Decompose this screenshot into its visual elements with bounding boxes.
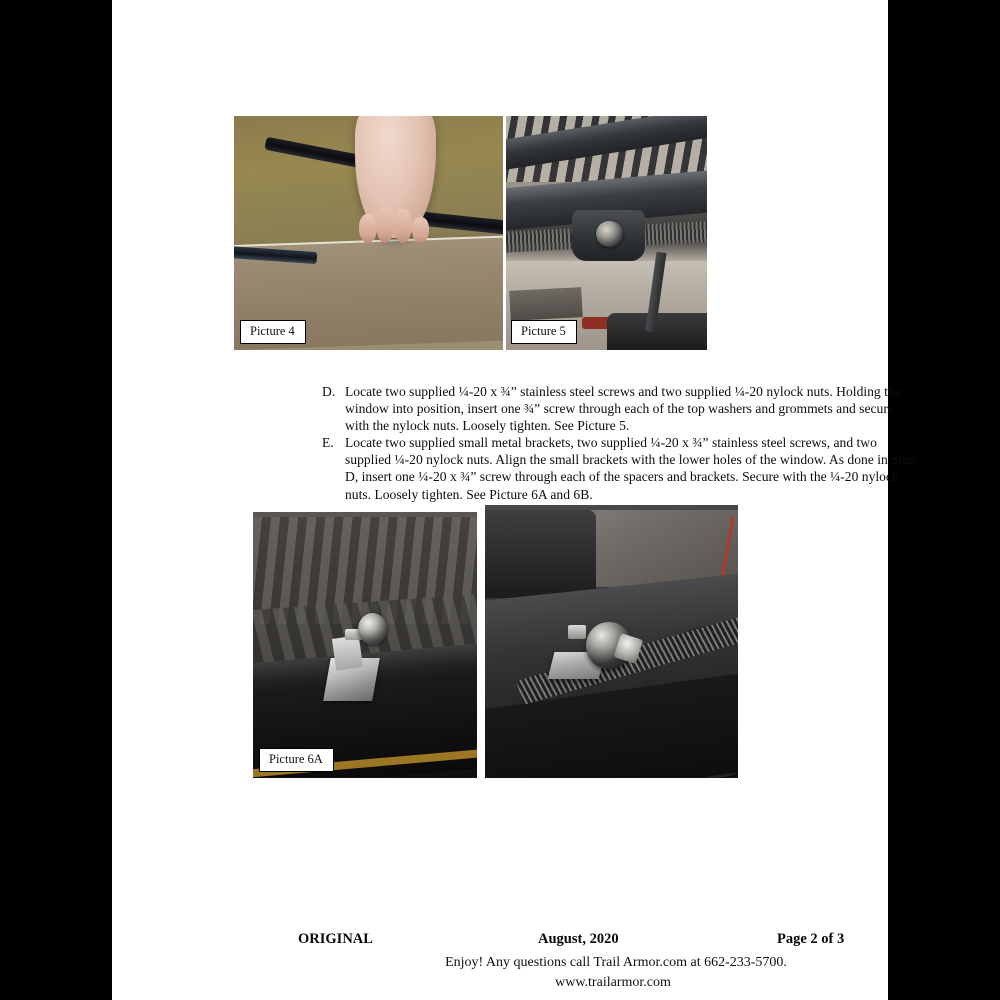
figure-row-top xyxy=(234,116,707,350)
step-text-e: Locate two supplied small metal brackets, two supplied ¼-20 x ¾” stainless steel screws, and two supplied ¼-20 nylock nuts. Align the small brackets with the lower holes of the window. As done in Step D, insert one ¼-20 x ¾” screw through each of the spacers and brackets. Secure with the ¼-20 nylock nuts. Loosely tighten. See Picture 6A and 6B. xyxy=(345,435,916,502)
footer-original-label: ORIGINAL xyxy=(298,931,373,947)
p4-finger xyxy=(376,207,394,243)
picture-4-image xyxy=(234,116,503,350)
p5-pallet xyxy=(509,287,583,321)
instruction-steps xyxy=(322,383,917,503)
footer-website-line: www.trailarmor.com xyxy=(555,975,671,990)
page-footer xyxy=(224,931,1000,993)
picture-6b-image xyxy=(485,505,738,778)
step-letter-e: E. xyxy=(322,435,334,451)
p6b-dark-housing xyxy=(485,510,596,597)
footer-contact-line: Enjoy! Any questions call Trail Armor.com at 662-233-5700. xyxy=(445,955,787,970)
p4-gloved-hand xyxy=(355,116,436,238)
p4-finger xyxy=(359,214,377,243)
footer-top-row xyxy=(224,931,1000,953)
picture-4-caption: Picture 4 xyxy=(240,320,306,344)
picture-5-image xyxy=(506,116,707,350)
picture-6a-image xyxy=(253,512,477,778)
figure-row-bottom xyxy=(253,512,738,778)
p5-bolt-head xyxy=(596,221,622,247)
step-text-d: Locate two supplied ¼-20 x ¾” stainless steel screws and two supplied ¼-20 nylock nuts. Holding the window into position, insert one ¾” screw through each of the top washers and grommets and secure with the nylock nuts. Loosely tighten. See Picture 5. xyxy=(345,384,901,434)
p6a-bracket-flange xyxy=(332,635,363,670)
footer-date: August, 2020 xyxy=(538,931,619,947)
footer-page-number: Page 2 of 3 xyxy=(777,931,845,947)
step-item-d xyxy=(322,383,917,434)
document-page xyxy=(112,0,916,1000)
p6b-screw-shaft xyxy=(568,625,586,639)
p4-finger xyxy=(394,209,412,244)
picture-5-caption: Picture 5 xyxy=(511,320,577,344)
step-letter-d: D. xyxy=(322,384,336,399)
picture-6a-caption: Picture 6A xyxy=(259,748,334,772)
step-item-e xyxy=(322,434,917,502)
